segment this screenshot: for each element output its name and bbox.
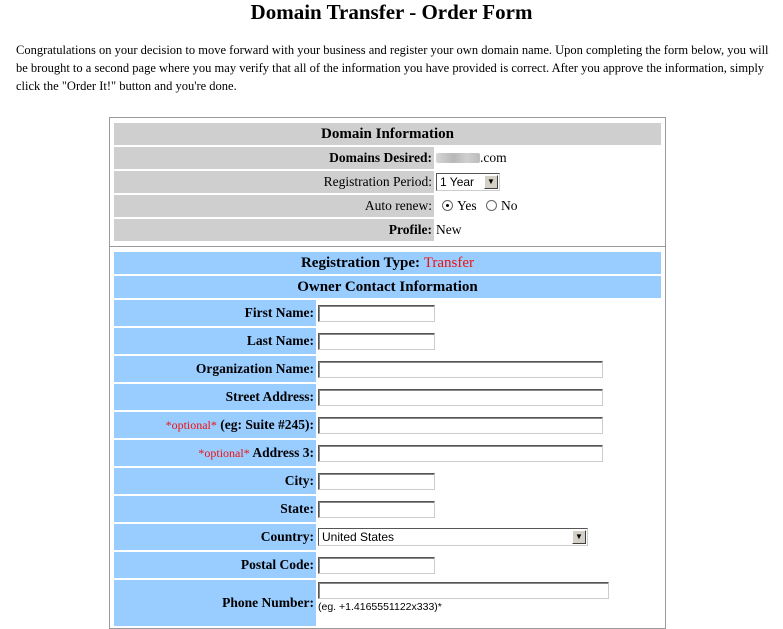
auto-renew-options — [434, 195, 661, 217]
auto-renew-label: Auto renew: — [114, 195, 434, 217]
first-name-input[interactable] — [318, 305, 435, 322]
street-address-label: Street Address: — [114, 384, 316, 410]
auto-renew-yes-label: Yes — [457, 198, 477, 213]
phone-hint: (eg. +1.4165551122x333)* — [318, 601, 442, 613]
auto-renew-yes-radio[interactable] — [442, 200, 453, 211]
registration-period-label: Registration Period: — [114, 171, 434, 193]
registration-type-value: Transfer — [423, 254, 475, 271]
chevron-down-icon[interactable]: ▼ — [572, 530, 586, 544]
address-3-input[interactable] — [318, 445, 603, 462]
city-input[interactable] — [318, 473, 435, 490]
intro-text: Congratulations on your decision to move forward with your business and register your own domain name. Upon completing the form below, you will be brought to a second page where you may verify that all of the information you have provided is correct. After you approve the information, simply click the "Order It!" button and you're done. — [16, 43, 769, 93]
postal-code-label: Postal Code: — [114, 552, 316, 578]
redacted-domain-image — [436, 153, 480, 163]
phone-number-input[interactable] — [318, 582, 609, 599]
postal-code-input[interactable] — [318, 557, 435, 574]
profile-value: New — [434, 219, 661, 241]
country-select[interactable]: United States ▼ — [318, 528, 588, 546]
profile-label: Profile: — [114, 219, 434, 241]
address-3-label: *optional* Address 3: — [114, 440, 316, 466]
auto-renew-no-radio[interactable] — [486, 200, 497, 211]
chevron-down-icon[interactable]: ▼ — [484, 175, 498, 189]
owner-contact-section — [110, 246, 665, 628]
owner-contact-header: Owner Contact Information — [114, 276, 661, 298]
domain-information-header: Domain Information — [114, 123, 661, 145]
state-input[interactable] — [318, 501, 435, 518]
country-label: Country: — [114, 524, 316, 550]
registration-type-header: Registration Type: Transfer — [114, 252, 661, 274]
domain-information-section — [110, 118, 665, 243]
domains-desired-label: Domains Desired: — [114, 147, 434, 169]
city-label: City: — [114, 468, 316, 494]
address-2-label: *optional* (eg: Suite #245): — [114, 412, 316, 438]
address-2-input[interactable] — [318, 417, 603, 434]
last-name-input[interactable] — [318, 333, 435, 350]
registration-period-cell — [434, 171, 661, 193]
optional-tag: *optional* — [165, 418, 217, 432]
first-name-label: First Name: — [114, 300, 316, 326]
order-form — [109, 117, 666, 629]
organization-name-input[interactable] — [318, 361, 603, 378]
state-label: State: — [114, 496, 316, 522]
optional-tag: *optional* — [198, 446, 250, 460]
registration-period-select[interactable]: 1 Year ▼ — [436, 173, 500, 191]
last-name-label: Last Name: — [114, 328, 316, 354]
page-title: Domain Transfer - Order Form — [250, 0, 533, 24]
street-address-input[interactable] — [318, 389, 603, 406]
organization-name-label: Organization Name: — [114, 356, 316, 382]
phone-number-label: Phone Number: — [114, 580, 316, 626]
domains-desired-value: .com — [434, 147, 661, 169]
auto-renew-no-label: No — [501, 198, 518, 213]
